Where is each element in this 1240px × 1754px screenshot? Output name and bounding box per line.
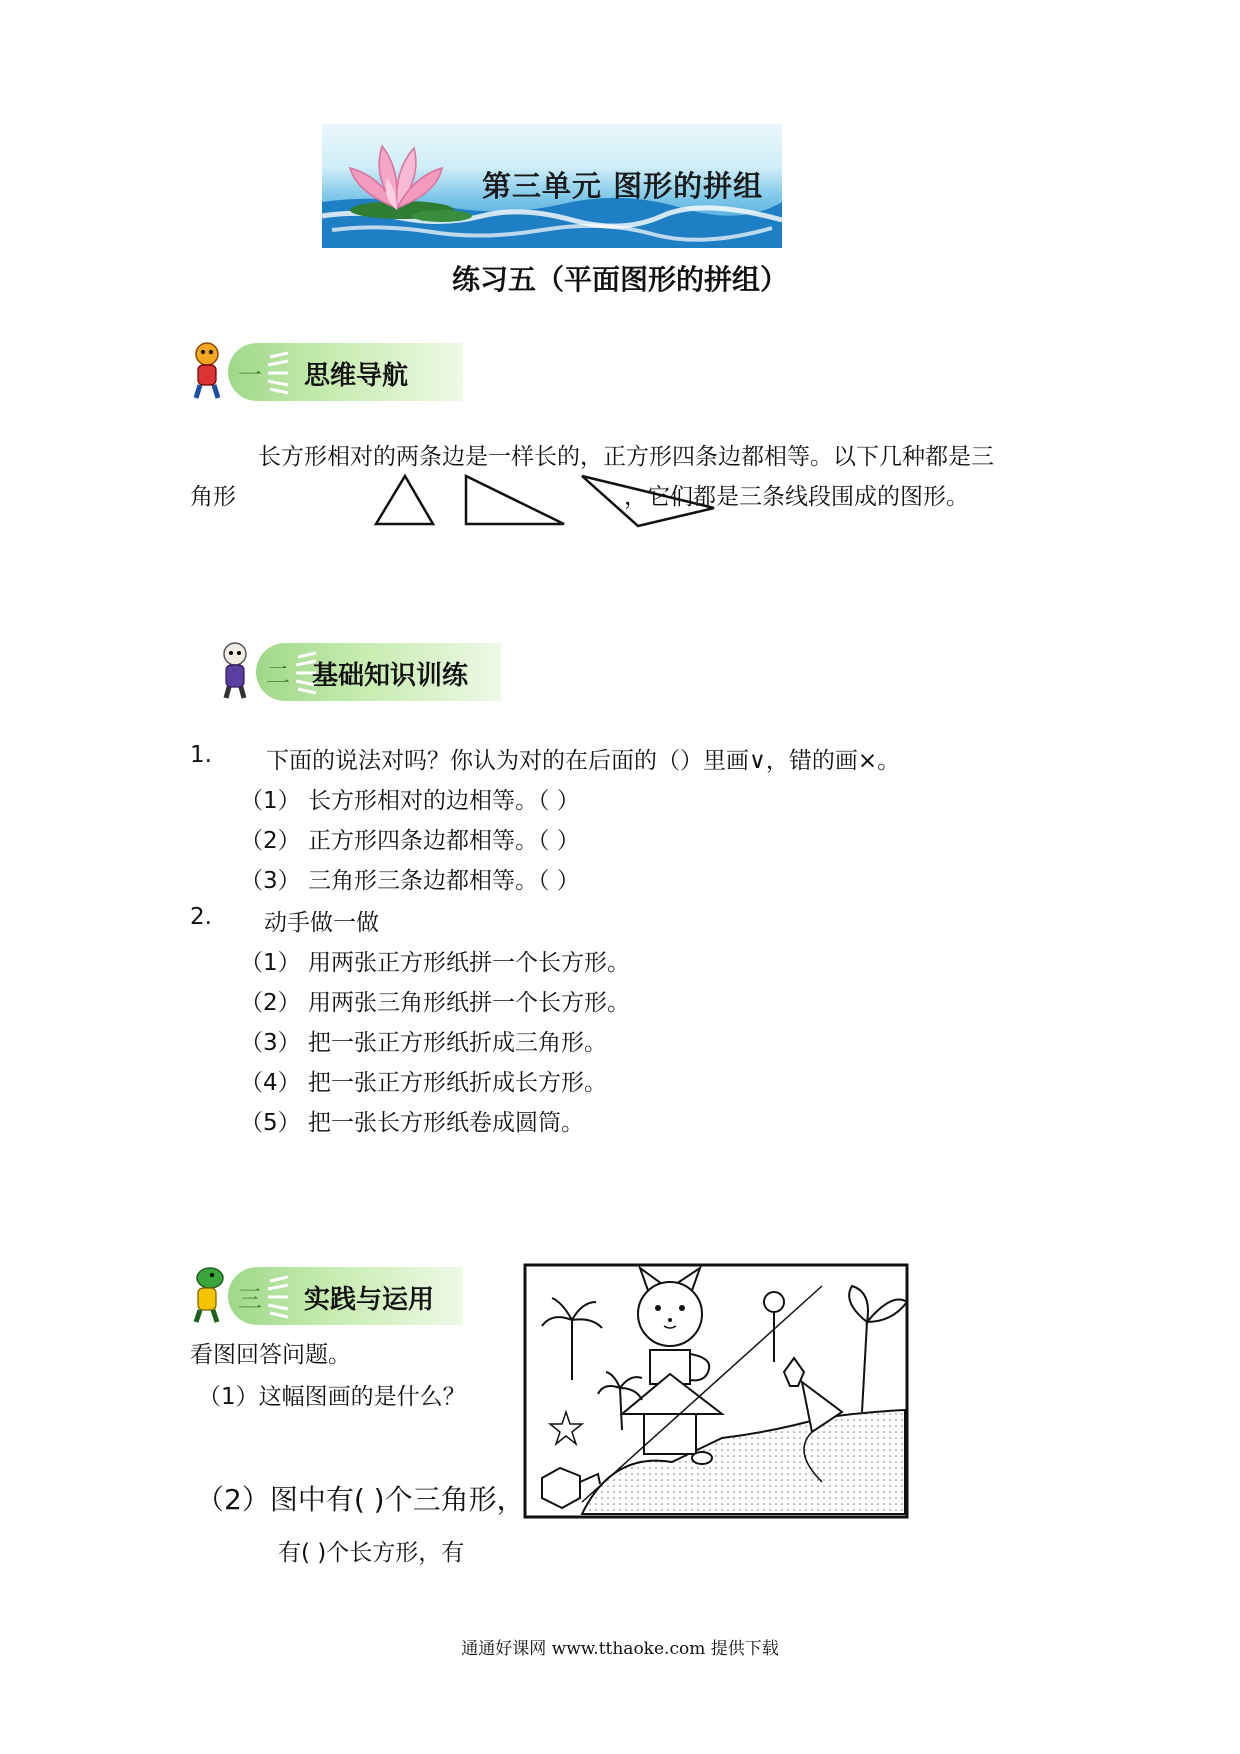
section-number: 三 [238, 1285, 262, 1313]
section-header-practice [186, 1264, 476, 1326]
unit-title: 第三单元 图形的拼组 [482, 169, 764, 203]
section-title: 思维导航 [304, 361, 409, 391]
q1-item-num: （2） [240, 828, 301, 854]
q1-item-num: （1） [240, 788, 301, 814]
q1-item-text: 长方形相对的边相等。（ ） [308, 788, 580, 814]
equilateral-triangle-shape [370, 470, 440, 530]
question-1-text: 下面的说法对吗？你认为对的在后面的（）里画∨，错的画×。 [266, 748, 901, 774]
practice-question-1: （1）这幅图画的是什么？ [198, 1384, 466, 1410]
question-1-number: 1. [190, 742, 212, 768]
q2-item-text: 用两张正方形纸拼一个长方形。 [308, 950, 630, 976]
q2-item-num: （4） [240, 1070, 301, 1096]
practice-question-2: （2）图中有( )个三角形， [196, 1483, 525, 1516]
q2-item-text: 把一张正方形纸折成长方形。 [308, 1070, 607, 1096]
right-triangle-shape [460, 470, 570, 530]
shapes-picture [522, 1262, 912, 1522]
question-2-text: 动手做一做 [264, 910, 379, 936]
section-title: 实践与运用 [304, 1285, 435, 1315]
q2-item-num: （1） [240, 950, 301, 976]
q1-item-num: （3） [240, 868, 301, 894]
stripes-decoration-icon [266, 1275, 292, 1319]
q1-item-text: 三角形三条边都相等。（ ） [308, 868, 580, 894]
dinosaur-mascot-icon [186, 1264, 228, 1326]
tiger-mascot-icon [186, 340, 228, 402]
q2-item-num: （5） [240, 1110, 301, 1136]
section-header-basics [214, 640, 504, 702]
unit-banner [322, 124, 782, 248]
sheep-mascot-icon [214, 640, 256, 702]
q2-item-text: 用两张三角形纸拼一个长方形。 [308, 990, 630, 1016]
practice-question-3: 有( )个长方形，有 [278, 1540, 465, 1566]
flower [764, 1292, 784, 1312]
intro-line-2-start: 角形 [190, 484, 236, 510]
intro-line-2-end: ，它们都是三条线段围成的图形。 [624, 484, 969, 510]
q1-item-text: 正方形四条边都相等。（ ） [308, 828, 580, 854]
q2-item-text: 把一张正方形纸折成三角形。 [308, 1030, 607, 1056]
cat-head [638, 1282, 702, 1346]
stripes-decoration-icon [266, 351, 292, 395]
page-footer: 通通好课网 www.tthaoke.com 提供下载 [461, 1639, 779, 1659]
cat-legs-rect [644, 1414, 696, 1454]
section-header-thinking [186, 340, 466, 402]
section-number: 二 [266, 661, 290, 689]
section-title: 基础知识训练 [312, 661, 469, 691]
q2-item-num: （2） [240, 990, 301, 1016]
section-number: 一 [238, 361, 262, 389]
question-2-number: 2. [190, 904, 212, 930]
q2-item-num: （3） [240, 1030, 301, 1056]
exercise-title: 练习五（平面图形的拼组） [451, 263, 788, 296]
intro-line-1: 长方形相对的两条边是一样长的，正方形四条边都相等。以下几种都是三 [258, 444, 994, 470]
lotus-flower-icon [342, 138, 452, 218]
practice-intro: 看图回答问题。 [190, 1342, 351, 1368]
q2-item-text: 把一张长方形纸卷成圆筒。 [308, 1110, 584, 1136]
